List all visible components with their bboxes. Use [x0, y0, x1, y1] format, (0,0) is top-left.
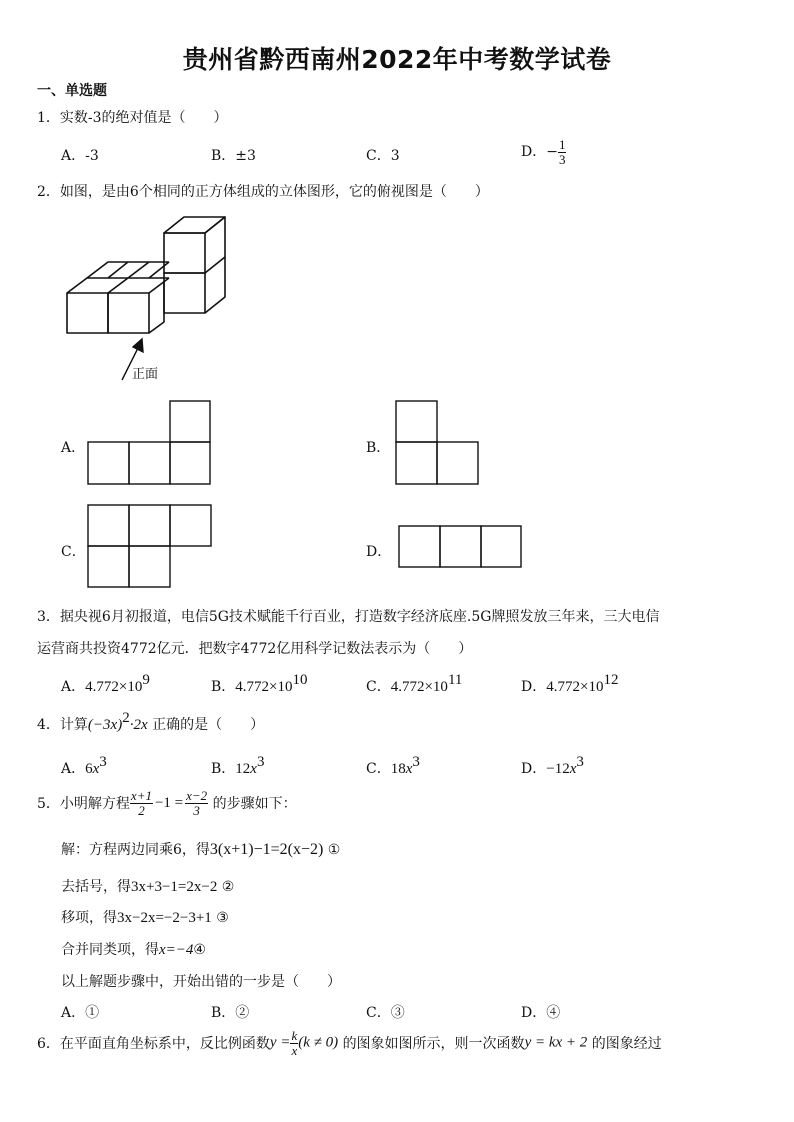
q2-option-d-label: D．: [366, 544, 392, 560]
q3-option-b: [211, 672, 308, 696]
q4-a-label: A．: [61, 761, 86, 777]
q5-step-2: [61, 876, 234, 896]
q3-d-exp: 12: [603, 672, 619, 688]
question-3-line-1: 3．据央视6月初报道，电信5G技术赋能千行百业，打造数字经济底座.5G牌照发放三年来，三大电信: [37, 609, 660, 625]
q6-function-lhs: y =: [269, 1034, 291, 1051]
q4-expression-tail: ·2x: [129, 717, 148, 733]
q4-option-a: [61, 754, 107, 778]
q2-option-a-figure: [87, 400, 212, 488]
q5-suffix: 的步骤如下：: [212, 796, 297, 813]
q3-c-base: 4.772×10: [390, 679, 448, 695]
q5-step-1: [61, 839, 340, 859]
q4-expression-exponent: 2: [122, 710, 130, 726]
q4-expression: (−3x): [87, 717, 123, 733]
q3-d-label: D．: [521, 679, 547, 695]
q5-f1-numerator: x+1: [130, 788, 152, 803]
q3-c-exp: 11: [447, 672, 463, 688]
q4-option-d: [521, 754, 584, 778]
q4-option-b: [211, 754, 265, 778]
question-3-line-2: 运营商共投资4772亿元．把数字4772亿用科学记数法表示为（ ）: [37, 641, 473, 657]
q2-option-b-label: B．: [366, 440, 391, 456]
q5-step-3-equation: 3x−2x=−2−3+1: [117, 910, 212, 926]
q5-step-4-equation: x=−4: [159, 942, 194, 958]
q4-c-var: x: [405, 761, 413, 777]
q5-middle: −1 =: [154, 794, 184, 811]
q6-function-condition: (k ≠ 0): [298, 1034, 339, 1051]
q5-option-c: C．③: [366, 1005, 405, 1021]
q3-d-base: 4.772×10: [546, 679, 604, 695]
q4-b-label: B．: [211, 761, 236, 777]
q4-b-var: x: [250, 761, 257, 777]
q1-option-a: A．-3: [61, 148, 99, 164]
q4-d-exp: 3: [576, 754, 584, 770]
q5-step-1-equation: 3(x+1)−1=2(x−2): [209, 841, 324, 858]
q3-option-d: [521, 672, 619, 696]
q6-fn-numerator: k: [291, 1029, 298, 1043]
front-label: 正面: [132, 367, 159, 382]
q2-option-c-figure: [87, 504, 215, 590]
q4-a-exp: 3: [99, 754, 107, 770]
q5-step-2-mark: ②: [221, 879, 235, 895]
section-heading: 一、单选题: [37, 83, 107, 99]
q4-b-exp: 3: [256, 754, 265, 770]
q4-d-coef: −12: [546, 761, 570, 777]
q5-f1-denominator: 2: [138, 802, 145, 818]
q5-f2-denominator: 3: [193, 802, 200, 818]
q4-d-var: x: [569, 761, 577, 777]
question-2-text: 2．如图，是由6个相同的正方体组成的立体图形，它的俯视图是（ ）: [37, 184, 489, 200]
q5-step-1-text: 解：方程两边同乘6，得: [61, 842, 210, 858]
q3-a-base: 4.772×10: [85, 679, 143, 695]
q4-prefix: 4．计算: [37, 717, 88, 733]
q4-c-exp: 3: [412, 754, 420, 770]
q5-step-4: [61, 939, 206, 959]
q5-step-3: [61, 907, 229, 927]
q3-a-label: A．: [61, 679, 86, 695]
question-5-text: [37, 789, 297, 817]
q2-option-b-figure: [395, 400, 481, 488]
q6-linear-function: y = kx + 2: [524, 1034, 588, 1051]
q3-a-exp: 9: [142, 672, 150, 688]
q5-step-2-text: 去括号，得: [61, 879, 131, 895]
q4-a-var: x: [92, 761, 100, 777]
q4-option-c: [366, 754, 420, 778]
q2-option-d-figure: [398, 525, 524, 569]
q5-option-a: A．①: [61, 1005, 100, 1021]
q5-step-3-mark: ③: [216, 910, 229, 926]
page-title: 贵州省黔西南州2022年中考数学试卷: [182, 45, 612, 74]
q3-option-c: [366, 672, 463, 696]
q2-option-a-label: A．: [61, 440, 86, 456]
q6-middle: 的图象如图所示，则一次函数: [342, 1036, 525, 1053]
q1-option-d: [521, 138, 566, 166]
q4-c-coef: 18: [390, 761, 406, 777]
q6-prefix: 6．在平面直角坐标系中，反比例函数: [37, 1036, 270, 1053]
q3-c-label: C．: [366, 679, 391, 695]
q1-d-numerator: 1: [558, 137, 566, 152]
question-4-text: [37, 710, 265, 734]
q4-b-coef: 12: [235, 761, 251, 777]
q4-a-coef: 6: [85, 761, 93, 777]
q5-option-b: B．②: [211, 1005, 250, 1021]
q5-step-3-text: 移项，得: [61, 910, 117, 926]
question-1-text: 1．实数-3的绝对值是（ ）: [37, 110, 228, 126]
q4-c-label: C．: [366, 761, 391, 777]
q5-step-1-mark: ①: [327, 842, 341, 858]
q5-question: 以上解题步骤中，开始出错的一步是（ ）: [61, 974, 341, 990]
q4-d-label: D．: [521, 761, 547, 777]
q5-fraction-1: [130, 789, 153, 817]
q6-fn-denominator: x: [291, 1042, 298, 1058]
q5-option-d: D．④: [521, 1005, 561, 1021]
q5-f2-numerator: x−2: [186, 788, 208, 803]
q3-option-a: [61, 672, 150, 696]
q2-option-c-label: C．: [61, 544, 86, 560]
q5-fraction-2: [185, 789, 208, 817]
q1-option-b: B．±3: [211, 148, 256, 164]
q3-b-exp: 10: [292, 672, 308, 688]
q1-option-c: C．3: [366, 148, 400, 164]
q1-option-d-fraction: [558, 138, 567, 166]
q1-d-denominator: 3: [558, 151, 566, 167]
q5-step-4-text: 合并同类项，得: [61, 942, 159, 958]
q5-step-4-mark: ④: [193, 942, 206, 958]
q5-prefix: 5．小明解方程: [37, 796, 130, 813]
q6-suffix: 的图象经过: [591, 1036, 662, 1053]
q3-b-base: 4.772×10: [235, 679, 293, 695]
question-6-text: [37, 1029, 777, 1057]
q4-suffix: 正确的是（ ）: [152, 717, 265, 733]
q3-b-label: B．: [211, 679, 236, 695]
q5-step-2-equation: 3x+3−1=2x−2: [131, 879, 218, 895]
q1-option-d-prefix: D．−: [521, 144, 558, 161]
